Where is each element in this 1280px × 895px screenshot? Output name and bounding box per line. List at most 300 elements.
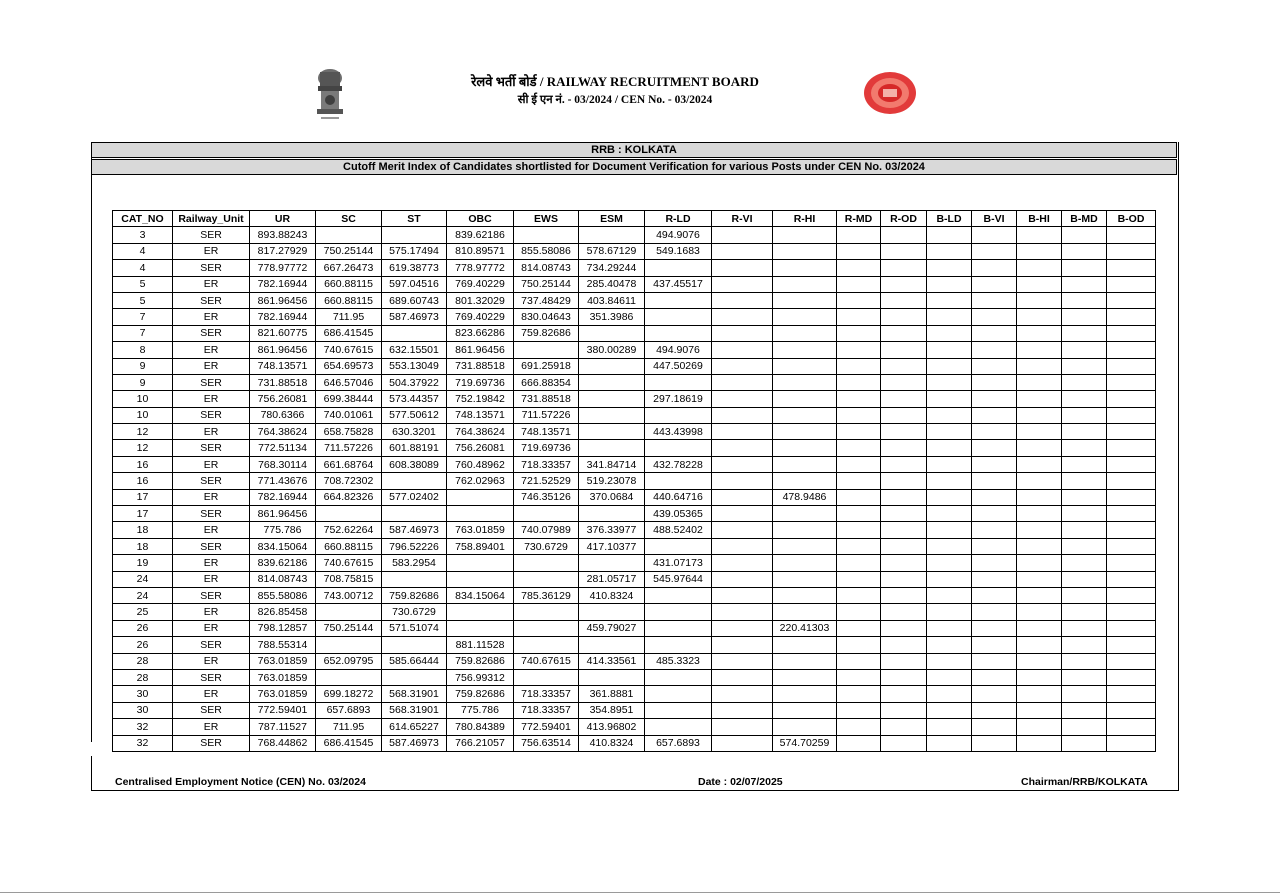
table-cell: 750.25144 [316,620,382,636]
table-cell: 780.6366 [250,407,316,423]
table-cell [773,342,837,358]
table-cell [972,653,1017,669]
table-cell [773,473,837,489]
table-cell: ER [173,604,250,620]
table-cell [773,686,837,702]
table-cell [972,686,1017,702]
table-cell: ER [173,686,250,702]
table-cell [773,702,837,718]
table-cell [927,735,972,751]
table-cell: 568.31901 [382,702,447,718]
table-cell [1107,292,1156,308]
table-cell: 768.30114 [250,456,316,472]
table-cell [1062,424,1107,440]
table-cell: 752.19842 [447,391,514,407]
table-cell [1017,587,1062,603]
table-row [113,292,1156,308]
table-cell [645,260,712,276]
table-cell: 834.15064 [250,538,316,554]
table-cell [1107,555,1156,571]
table-cell [927,424,972,440]
table-cell [927,227,972,243]
table-cell: SER [173,735,250,751]
table-cell: 18 [113,522,173,538]
table-cell: 787.11527 [250,719,316,735]
table-cell [927,473,972,489]
table-cell: 10 [113,407,173,423]
table-cell: SER [173,440,250,456]
table-cell [972,637,1017,653]
table-cell [382,325,447,341]
table-cell: 796.52226 [382,538,447,554]
column-header: B-VI [972,211,1017,227]
table-cell [1062,522,1107,538]
table-cell [645,587,712,603]
table-cell: 380.00289 [579,342,645,358]
table-cell: ER [173,522,250,538]
table-cell [881,538,927,554]
table-cell [927,391,972,407]
table-cell: 577.50612 [382,407,447,423]
table-cell: 861.96456 [447,342,514,358]
table-cell [881,506,927,522]
table-cell: 746.35126 [514,489,579,505]
table-cell [382,571,447,587]
column-header: R-HI [773,211,837,227]
table-cell [972,587,1017,603]
table-cell: 519.23078 [579,473,645,489]
table-cell: ER [173,571,250,587]
table-cell [645,702,712,718]
table-cell [972,719,1017,735]
table-cell [1107,719,1156,735]
table-cell [837,374,881,390]
table-cell [837,309,881,325]
table-cell: 769.40229 [447,309,514,325]
table-cell: 763.01859 [250,669,316,685]
table-cell [927,260,972,276]
table-cell: ER [173,342,250,358]
table-cell: 601.88191 [382,440,447,456]
table-cell [1062,587,1107,603]
table-cell: 759.82686 [514,325,579,341]
table-cell: 855.58086 [514,243,579,259]
table-cell [773,276,837,292]
table-cell [382,669,447,685]
table-cell [881,243,927,259]
table-cell [1017,260,1062,276]
table-cell: 439.05365 [645,506,712,522]
table-cell: 711.57226 [316,440,382,456]
table-cell: 756.63514 [514,735,579,751]
table-cell: 587.46973 [382,735,447,751]
table-cell: 839.62186 [447,227,514,243]
table-cell: 417.10377 [579,538,645,554]
table-cell: 18 [113,538,173,554]
table-cell [927,243,972,259]
table-cell [1107,522,1156,538]
table-cell: 587.46973 [382,309,447,325]
table-cell [712,260,773,276]
table-cell: 553.13049 [382,358,447,374]
table-cell [773,456,837,472]
table-cell [773,407,837,423]
table-cell [645,407,712,423]
table-cell: 549.1683 [645,243,712,259]
table-cell [927,604,972,620]
table-cell: 545.97644 [645,571,712,587]
table-cell [579,604,645,620]
table-cell: 32 [113,735,173,751]
table-cell: 731.88518 [514,391,579,407]
table-cell [972,571,1017,587]
column-header: UR [250,211,316,227]
table-cell [1062,309,1107,325]
table-cell [712,555,773,571]
table-cell: 654.69573 [316,358,382,374]
table-row [113,506,1156,522]
table-cell [837,637,881,653]
table-cell [1062,686,1107,702]
table-cell [972,604,1017,620]
table-cell [1017,292,1062,308]
table-cell: 568.31901 [382,686,447,702]
table-row [113,686,1156,702]
table-cell [972,506,1017,522]
table-cell: 614.65227 [382,719,447,735]
table-cell: ER [173,424,250,440]
table-cell [1017,555,1062,571]
table-cell: 763.01859 [250,653,316,669]
table-cell [645,538,712,554]
table-cell: SER [173,637,250,653]
table-cell [579,358,645,374]
table-cell [773,637,837,653]
table-cell: SER [173,260,250,276]
table-cell [881,325,927,341]
table-cell [645,292,712,308]
table-cell [712,424,773,440]
table-cell [447,555,514,571]
table-cell: 711.95 [316,719,382,735]
table-cell [881,342,927,358]
table-cell [579,391,645,407]
table-cell [1107,456,1156,472]
table-cell: 652.09795 [316,653,382,669]
table-cell [712,637,773,653]
table-cell [1017,489,1062,505]
table-cell [382,506,447,522]
table-cell [773,719,837,735]
table-cell [1017,440,1062,456]
table-cell [579,669,645,685]
column-header: EWS [514,211,579,227]
table-cell [514,604,579,620]
table-cell: 801.32029 [447,292,514,308]
table-cell: 664.82326 [316,489,382,505]
table-cell: 285.40478 [579,276,645,292]
table-cell [1017,686,1062,702]
table-cell [712,473,773,489]
column-header: B-LD [927,211,972,227]
table-cell: 25 [113,604,173,620]
table-cell [881,391,927,407]
table-cell: 19 [113,555,173,571]
table-cell: 376.33977 [579,522,645,538]
table-cell [1062,735,1107,751]
table-cell [579,555,645,571]
table-cell [773,522,837,538]
table-cell [712,522,773,538]
table-cell [447,604,514,620]
table-cell [579,325,645,341]
table-cell [712,620,773,636]
table-cell [1107,391,1156,407]
table-cell [712,292,773,308]
table-cell [881,489,927,505]
table-cell [316,227,382,243]
table-cell [927,669,972,685]
table-cell: SER [173,325,250,341]
table-cell: 24 [113,587,173,603]
table-cell: 660.88115 [316,292,382,308]
table-cell: 220.41303 [773,620,837,636]
table-cell [1017,243,1062,259]
table-cell: 370.0684 [579,489,645,505]
table-cell [837,604,881,620]
table-cell [927,440,972,456]
table-cell: 646.57046 [316,374,382,390]
table-cell [1017,276,1062,292]
table-cell [881,407,927,423]
table-cell: 782.16944 [250,309,316,325]
table-cell [972,276,1017,292]
table-cell: 7 [113,309,173,325]
table-cell [773,292,837,308]
table-cell: 750.25144 [316,243,382,259]
table-cell [712,391,773,407]
table-row [113,637,1156,653]
table-cell [773,587,837,603]
table-cell: 585.66444 [382,653,447,669]
table-cell [773,440,837,456]
table-cell [579,637,645,653]
table-cell: 660.88115 [316,538,382,554]
table-cell [1107,506,1156,522]
table-cell: 3 [113,227,173,243]
table-row [113,374,1156,390]
column-header: R-MD [837,211,881,227]
table-cell: 730.6729 [514,538,579,554]
table-cell [1107,260,1156,276]
table-cell [645,620,712,636]
table-cell [712,719,773,735]
national-emblem-icon [305,66,355,124]
table-cell [1062,292,1107,308]
table-cell [1062,555,1107,571]
table-cell [712,227,773,243]
table-cell: 718.33357 [514,702,579,718]
table-cell [1062,227,1107,243]
table-cell [1107,243,1156,259]
table-cell [881,555,927,571]
table-cell: 16 [113,473,173,489]
table-cell [837,489,881,505]
table-cell: ER [173,391,250,407]
table-header-row [113,211,1156,227]
table-cell: SER [173,227,250,243]
table-cell [1107,489,1156,505]
table-row [113,555,1156,571]
table-cell [837,456,881,472]
table-cell [1017,227,1062,243]
table-cell: ER [173,489,250,505]
table-cell: 686.41545 [316,735,382,751]
table-cell: 583.2954 [382,555,447,571]
table-cell [1017,309,1062,325]
table-cell: 731.88518 [250,374,316,390]
table-cell [927,571,972,587]
table-cell: 740.67615 [316,342,382,358]
table-cell [837,260,881,276]
table-cell [382,227,447,243]
table-cell: 772.59401 [250,702,316,718]
table-cell [837,243,881,259]
table-cell [1062,276,1107,292]
table-row [113,391,1156,407]
column-header: R-OD [881,211,927,227]
table-cell [1107,407,1156,423]
table-cell [579,227,645,243]
table-cell: 657.6893 [316,702,382,718]
table-cell [645,374,712,390]
table-cell: 740.01061 [316,407,382,423]
table-cell: 7 [113,325,173,341]
table-cell [927,702,972,718]
table-cell [514,227,579,243]
table-cell [712,407,773,423]
table-cell [579,506,645,522]
table-cell: 762.02963 [447,473,514,489]
table-cell: 24 [113,571,173,587]
table-cell [972,391,1017,407]
table-cell: SER [173,473,250,489]
table-cell [881,456,927,472]
table-cell [972,292,1017,308]
table-cell: 861.96456 [250,292,316,308]
table-cell [927,653,972,669]
table-cell [1107,325,1156,341]
table-cell: 12 [113,424,173,440]
table-cell: 619.38773 [382,260,447,276]
table-cell [712,358,773,374]
table-cell [1107,309,1156,325]
table-cell [1017,325,1062,341]
table-cell: SER [173,374,250,390]
table-row [113,604,1156,620]
table-cell [972,407,1017,423]
table-cell: 689.60743 [382,292,447,308]
table-cell [1107,669,1156,685]
table-cell [972,424,1017,440]
table-cell: 778.97772 [447,260,514,276]
table-cell: 760.48962 [447,456,514,472]
table-cell [1107,342,1156,358]
table-cell [712,686,773,702]
table-cell [837,538,881,554]
table-cell: 748.13571 [250,358,316,374]
table-cell [927,719,972,735]
table-row [113,489,1156,505]
table-cell: 403.84611 [579,292,645,308]
table-cell [881,702,927,718]
table-cell [1107,227,1156,243]
table-cell [447,489,514,505]
table-cell: 711.95 [316,309,382,325]
table-cell [972,440,1017,456]
table-cell [881,276,927,292]
table-cell: 571.51074 [382,620,447,636]
table-cell [773,374,837,390]
table-row [113,702,1156,718]
table-row [113,342,1156,358]
table-cell: 485.3323 [645,653,712,669]
table-cell: 413.96802 [579,719,645,735]
table-cell [927,456,972,472]
table-cell: 459.79027 [579,620,645,636]
table-cell [712,489,773,505]
table-row [113,243,1156,259]
table-cell [927,686,972,702]
table-cell [927,506,972,522]
table-cell: 814.08743 [514,260,579,276]
table-cell [881,686,927,702]
table-cell [712,702,773,718]
table-cell: 759.82686 [382,587,447,603]
table-cell: 719.69736 [514,440,579,456]
table-cell: 667.26473 [316,260,382,276]
table-cell: 657.6893 [645,735,712,751]
table-cell: 778.97772 [250,260,316,276]
table-cell: 764.38624 [447,424,514,440]
table-cell: 361.8881 [579,686,645,702]
table-cell: 768.44862 [250,735,316,751]
table-cell [773,309,837,325]
table-row [113,653,1156,669]
table-cell [837,440,881,456]
table-cell: 740.67615 [514,653,579,669]
table-cell [645,325,712,341]
column-header: ESM [579,211,645,227]
table-row [113,473,1156,489]
table-cell: ER [173,620,250,636]
table-cell [1062,489,1107,505]
table-cell [881,440,927,456]
table-cell: 17 [113,506,173,522]
table-cell [837,555,881,571]
table-cell: ER [173,653,250,669]
table-cell [1017,342,1062,358]
table-cell: 861.96456 [250,342,316,358]
table-row [113,260,1156,276]
table-cell: 734.29244 [579,260,645,276]
table-cell [447,620,514,636]
table-cell: ER [173,309,250,325]
table-cell [712,571,773,587]
table-cell: 782.16944 [250,276,316,292]
table-cell: 719.69736 [447,374,514,390]
table-row [113,456,1156,472]
